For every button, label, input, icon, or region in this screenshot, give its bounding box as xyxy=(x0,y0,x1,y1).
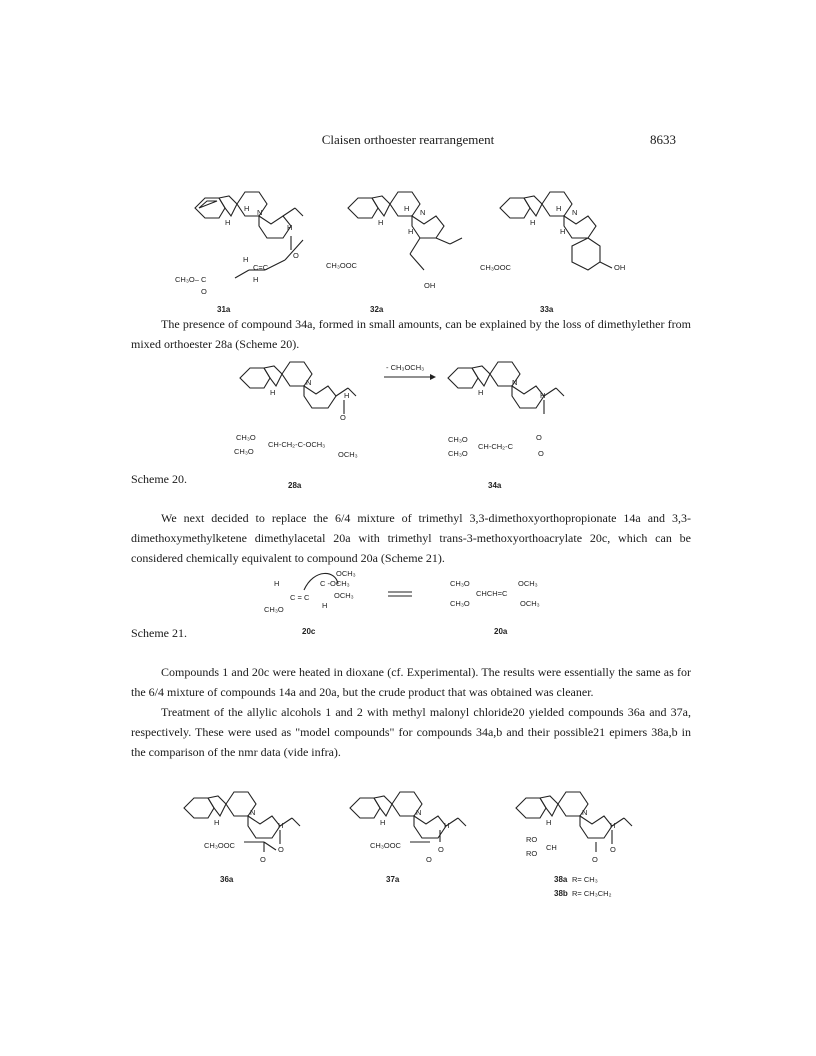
compound-caption: R= CH₃ xyxy=(572,875,598,884)
atom-label: N xyxy=(416,808,422,817)
atom-label: H xyxy=(478,388,484,397)
structure-34a xyxy=(448,362,564,490)
atom-label: H xyxy=(270,388,276,397)
compound-label: 36a xyxy=(220,875,234,884)
atom-label: N xyxy=(582,808,588,817)
compound-label: 28a xyxy=(288,481,302,490)
page-number: 8633 xyxy=(650,132,676,147)
atom-label: CH₃O xyxy=(450,579,470,588)
atom-label: CH₃O xyxy=(450,599,470,608)
atom-label: OH xyxy=(424,281,436,290)
atom-label: N xyxy=(306,378,312,387)
atom-label: O xyxy=(426,855,432,864)
paragraph-dioxane: Compounds 1 and 20c were heated in dioxane (cf. Experimental). The results were essentially the same as for the 6/4 mixture of compounds 14a and 20a, but the crude product that was obtained was cleaner. xyxy=(131,665,691,699)
atom-label: CH₃O xyxy=(448,435,468,444)
arrow-reagent: - CH₃OCH₃ xyxy=(386,363,425,372)
paragraph-model-compounds: Treatment of the allylic alcohols 1 and 2 with methyl malonyl chloride20 yielded compounds 36a and 37a, respectively. These were used as "model compounds" for compounds 34a,b and their possible21 epimers 38a,b in the comparison of the nmr data (vide infra). xyxy=(131,705,691,759)
atom-label: O xyxy=(592,855,598,864)
atom-label: C = C xyxy=(290,593,310,602)
compound-label: 37a xyxy=(386,875,400,884)
scheme20-arrow xyxy=(384,363,436,380)
atom-label: RO xyxy=(526,835,538,844)
atom-label: H xyxy=(444,821,450,830)
atom-label: OCH₃ xyxy=(338,450,358,459)
compound-label: 38b xyxy=(554,889,568,898)
compound-label: 38a xyxy=(554,875,568,884)
compound-label: 33a xyxy=(540,305,554,314)
atom-label: H xyxy=(322,601,328,610)
atom-label: O xyxy=(340,413,346,422)
atom-label: OCH₃ xyxy=(520,599,540,608)
atom-label: H xyxy=(380,818,386,827)
atom-label: O xyxy=(260,855,266,864)
atom-label: H xyxy=(378,218,384,227)
atom-label: CH₃OOC xyxy=(326,261,357,270)
atom-label: O xyxy=(293,251,299,260)
compound-label: 20c xyxy=(302,627,316,636)
atom-label: O xyxy=(278,845,284,854)
structure-32a xyxy=(326,192,462,314)
structure-36a xyxy=(184,792,300,884)
atom-label: CH-CH₂-C xyxy=(478,442,513,451)
structure-37a xyxy=(350,792,466,884)
atom-label: CH₃O xyxy=(236,433,256,442)
structure-20c xyxy=(264,569,356,636)
structure-31a xyxy=(175,192,303,314)
compound-caption: R= CH₃CH₂ xyxy=(572,889,612,898)
compound-label: 34a xyxy=(488,481,502,490)
atom-label: C=C xyxy=(253,263,269,272)
atom-label: H xyxy=(214,818,220,827)
compound-label: 20a xyxy=(494,627,508,636)
atom-label: H xyxy=(278,821,284,830)
atom-label: N xyxy=(420,208,426,217)
atom-label: N xyxy=(512,378,518,387)
atom-label: H xyxy=(225,218,231,227)
atom-label: H xyxy=(610,821,616,830)
atom-label: N xyxy=(572,208,578,217)
atom-label: C -OCH₃ xyxy=(320,579,350,588)
compound-label: 32a xyxy=(370,305,384,314)
atom-label: CH₃O xyxy=(234,447,254,456)
atom-label: CH₃OOC xyxy=(204,841,235,850)
atom-label: CH₃OOC xyxy=(370,841,401,850)
atom-label: H xyxy=(253,275,259,284)
paragraph-replacement: We next decided to replace the 6/4 mixture of trimethyl 3,3-dimethoxyorthopropionate 14a and 3,3-dimethoxymethylketene dimethylacetal 20a with trimethyl trans-3-methoxyorthoacrylate 20c, which can be considered chemically equivalent to compound 20a (Scheme 21). xyxy=(131,511,691,565)
structure-28a xyxy=(234,362,358,490)
atom-label: OCH₃ xyxy=(334,591,354,600)
atom-label: CH-CH₂-C-OCH₃ xyxy=(268,440,326,449)
atom-label: CH₃O xyxy=(448,449,468,458)
atom-label: O xyxy=(536,433,542,442)
atom-label: H xyxy=(408,227,414,236)
atom-label: H xyxy=(530,218,536,227)
atom-label: H xyxy=(560,227,566,236)
atom-label: OCH₃ xyxy=(336,569,356,578)
atom-label: H xyxy=(556,204,562,213)
paragraph-34a: The presence of compound 34a, formed in small amounts, can be explained by the loss of dimethylether from mixed orthoester 28a (Scheme 20). xyxy=(131,317,691,351)
equilibrium-arrows xyxy=(388,592,412,596)
atom-label: O xyxy=(438,845,444,854)
atom-label: CH₃O xyxy=(264,605,284,614)
atom-label: OCH₃ xyxy=(518,579,538,588)
atom-label: CH₃O– C xyxy=(175,275,207,284)
scheme-21-label: Scheme 21. xyxy=(131,626,187,640)
structure-33a xyxy=(480,192,625,314)
atom-label: OH xyxy=(614,263,626,272)
atom-label: RO xyxy=(526,849,538,858)
atom-label: H xyxy=(344,391,350,400)
atom-label: H xyxy=(546,818,552,827)
atom-label: H xyxy=(540,391,546,400)
atom-label: CHCH=C xyxy=(476,589,508,598)
atom-label: H xyxy=(243,255,249,264)
atom-label: CH xyxy=(546,843,557,852)
structure-38ab xyxy=(516,792,632,898)
atom-label: O xyxy=(201,287,207,296)
atom-label: H xyxy=(244,204,250,213)
scheme-20-label: Scheme 20. xyxy=(131,472,187,486)
atom-label: H xyxy=(274,579,280,588)
running-title: Claisen orthoester rearrangement xyxy=(321,132,495,147)
atom-label: N xyxy=(257,208,263,217)
atom-label: CH₃OOC xyxy=(480,263,511,272)
atom-label: N xyxy=(250,808,256,817)
atom-label: H xyxy=(404,204,410,213)
atom-label: O xyxy=(610,845,616,854)
compound-label: 31a xyxy=(217,305,231,314)
atom-label: H xyxy=(287,223,293,232)
structure-20a xyxy=(450,579,540,636)
atom-label: O xyxy=(538,449,544,458)
